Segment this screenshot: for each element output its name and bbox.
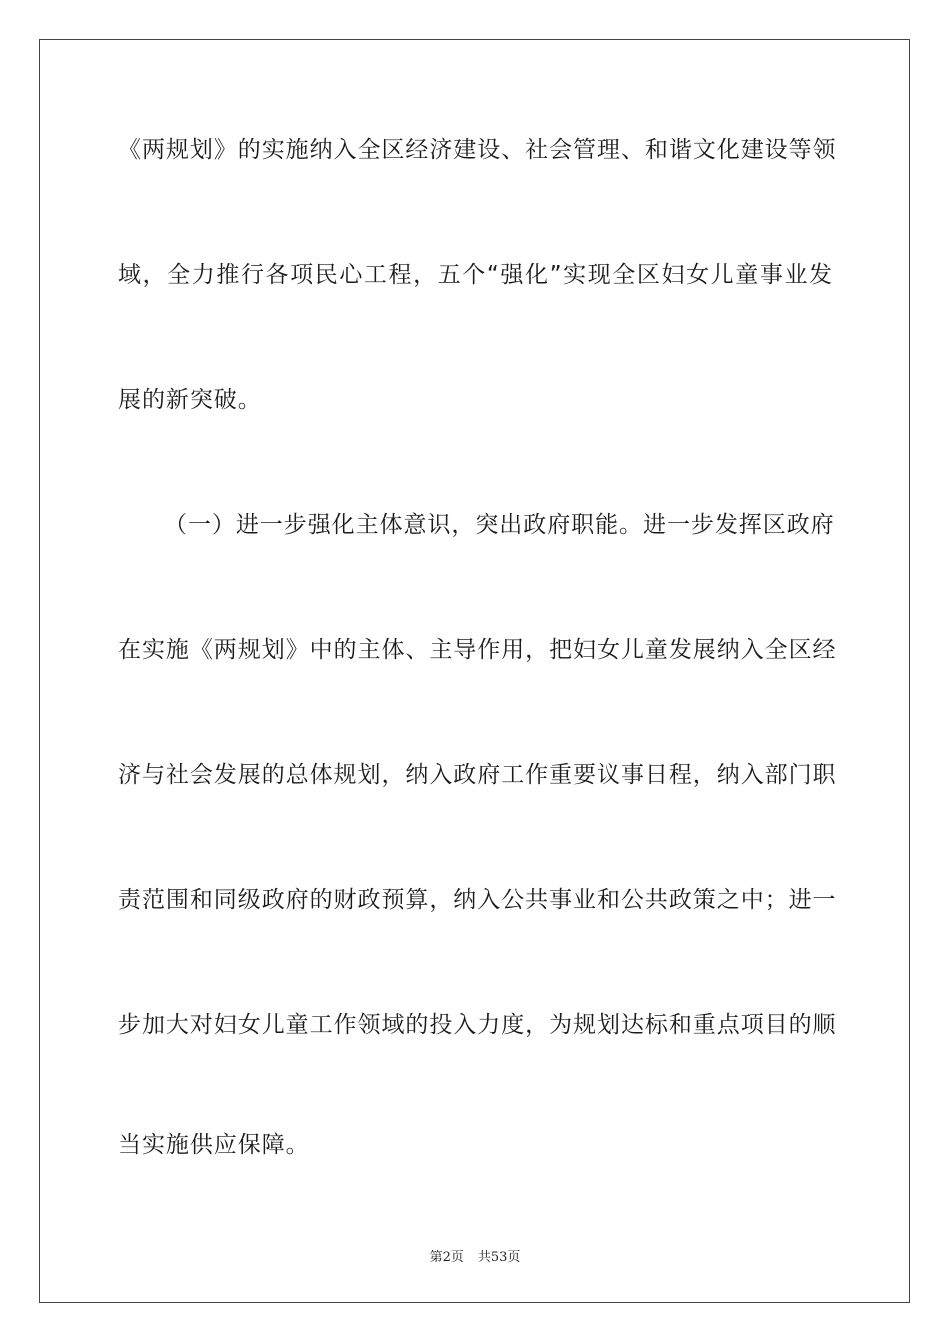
total-pages: 共53页 <box>477 1250 521 1265</box>
paragraph-line-5: 在实施《两规划》中的主体、主导作用，把妇女儿童发展纳入全区经 <box>118 637 837 663</box>
page-footer <box>0 1246 950 1265</box>
paragraph-line-3: 展的新突破。 <box>118 387 262 413</box>
paragraph-line-4: （一）进一步强化主体意识，突出政府职能。进一步发挥区政府 <box>164 512 835 538</box>
paragraph-line-7: 责范围和同级政府的财政预算，纳入公共事业和公共政策之中；进一 <box>118 887 837 913</box>
paragraph-line-8: 步加大对妇女儿童工作领域的投入力度，为规划达标和重点项目的顺 <box>118 1012 837 1038</box>
page-number: 第2页 <box>429 1250 464 1265</box>
paragraph-line-6: 济与社会发展的总体规划，纳入政府工作重要议事日程，纳入部门职 <box>118 762 837 788</box>
paragraph-line-1: 《两规划》的实施纳入全区经济建设、社会管理、和谐文化建设等领 <box>118 137 837 163</box>
paragraph-line-9: 当实施供应保障。 <box>118 1132 310 1158</box>
page-border <box>39 39 910 1303</box>
paragraph-line-2: 域，全力推行各项民心工程，五个“强化”实现全区妇女儿童事业发 <box>118 262 833 288</box>
